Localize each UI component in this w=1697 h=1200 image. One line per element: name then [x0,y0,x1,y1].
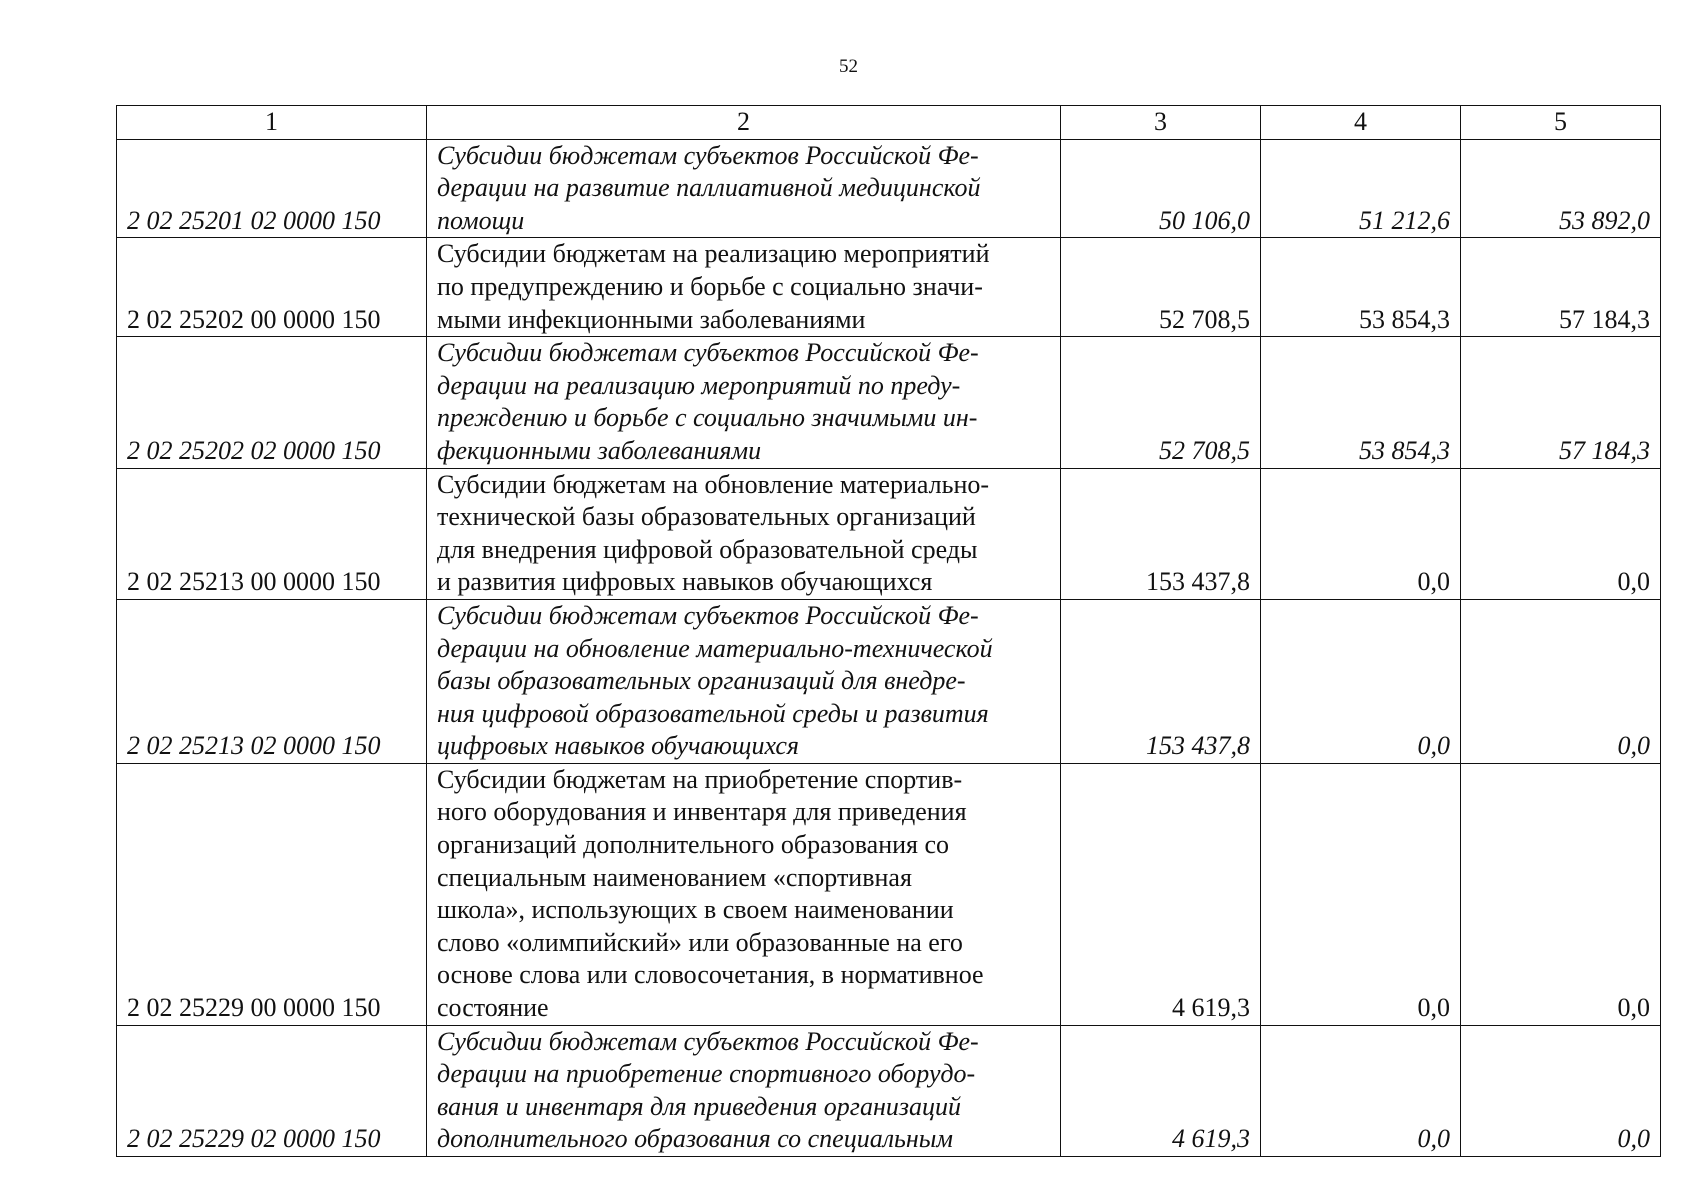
value-col5-cell: 53 892,0 [1461,139,1661,238]
value-col3-cell: 50 106,0 [1061,139,1261,238]
income-code-cell: 2 02 25213 00 0000 150 [117,468,427,599]
description-line: и развития цифровых навыков обучающихся [437,567,933,597]
description-line: ного оборудования и инвентаря для приведения [437,797,967,827]
value-col4-cell: 0,0 [1261,468,1461,599]
description-line: вания и инвентаря для приведения организаций [437,1091,961,1121]
column-header-4: 4 [1261,106,1461,140]
description-line: дерации на реализацию мероприятий по преду- [437,370,961,400]
description-line: Субсидии бюджетам на обновление материально- [437,469,990,499]
table-row [117,1025,1661,1156]
value-col5-cell: 0,0 [1461,1025,1661,1156]
income-code-cell: 2 02 25201 02 0000 150 [117,139,427,238]
table-body [117,139,1661,1156]
value-col3-cell: 4 619,3 [1061,763,1261,1025]
value-col4-cell: 0,0 [1261,1025,1461,1156]
description-cell [427,337,1061,468]
description-line: преждению и борьбе с социально значимыми ин- [437,403,978,433]
value-col3-cell: 4 619,3 [1061,1025,1261,1156]
column-header-2: 2 [427,106,1061,140]
column-header-5: 5 [1461,106,1661,140]
value-col4-cell: 0,0 [1261,763,1461,1025]
description-line: мыми инфекционными заболеваниями [437,304,866,334]
description-line: дерации на приобретение спортивного оборудо- [437,1059,976,1089]
description-line: основе слова или словосочетания, в нормативное [437,960,984,990]
description-line: ния цифровой образовательной среды и развития [437,698,989,728]
description-line: фекционными заболеваниями [437,435,762,465]
column-header-1: 1 [117,106,427,140]
value-col5-cell: 0,0 [1461,599,1661,763]
value-col4-cell: 0,0 [1261,599,1461,763]
value-col4-cell: 53 854,3 [1261,337,1461,468]
budget-table [116,105,1661,1157]
value-col4-cell: 51 212,6 [1261,139,1461,238]
value-col5-cell: 0,0 [1461,763,1661,1025]
description-line: Субсидии бюджетам субъектов Российской Фе- [437,140,979,170]
description-line: Субсидии бюджетам на реализацию мероприятий [437,239,990,269]
description-cell [427,763,1061,1025]
income-code-cell: 2 02 25213 02 0000 150 [117,599,427,763]
description-line: специальным наименованием «спортивная [437,862,912,892]
table-row [117,763,1661,1025]
table-row [117,599,1661,763]
description-line: цифровых навыков обучающихся [437,731,799,761]
value-col3-cell: 153 437,8 [1061,468,1261,599]
description-line: дополнительного образования со специальным [437,1124,953,1154]
description-line: Субсидии бюджетам субъектов Российской Фе- [437,600,979,630]
description-cell [427,238,1061,337]
description-line: организаций дополнительного образования со [437,830,950,860]
description-cell [427,1025,1061,1156]
description-line: Субсидии бюджетам субъектов Российской Фе- [437,338,979,368]
description-line: для внедрения цифровой образовательной среды [437,534,978,564]
description-cell [427,139,1061,238]
value-col4-cell: 53 854,3 [1261,238,1461,337]
header-row [117,106,1661,140]
column-header-3: 3 [1061,106,1261,140]
description-line: дерации на развитие паллиативной медицинской [437,173,981,203]
table-row [117,468,1661,599]
income-code-cell: 2 02 25202 00 0000 150 [117,238,427,337]
income-code-cell: 2 02 25229 02 0000 150 [117,1025,427,1156]
value-col5-cell: 57 184,3 [1461,337,1661,468]
income-code-cell: 2 02 25202 02 0000 150 [117,337,427,468]
page-number: 52 [839,56,858,77]
description-cell [427,468,1061,599]
description-line: технической базы образовательных организаций [437,502,976,532]
table-row [117,238,1661,337]
description-line: Субсидии бюджетам на приобретение спортив- [437,764,963,794]
description-line: состояние [437,993,549,1023]
description-line: базы образовательных организаций для внедре- [437,666,966,696]
value-col5-cell: 0,0 [1461,468,1661,599]
description-cell [427,599,1061,763]
value-col5-cell: 57 184,3 [1461,238,1661,337]
value-col3-cell: 52 708,5 [1061,337,1261,468]
income-code-cell: 2 02 25229 00 0000 150 [117,763,427,1025]
description-line: Субсидии бюджетам субъектов Российской Фе- [437,1026,979,1056]
description-line: помощи [437,205,525,235]
description-line: школа», использующих в своем наименовании [437,895,954,925]
table-row [117,139,1661,238]
value-col3-cell: 153 437,8 [1061,599,1261,763]
description-line: по предупреждению и борьбе с социально значи- [437,271,983,301]
description-line: дерации на обновление материально-технической [437,633,993,663]
value-col3-cell: 52 708,5 [1061,238,1261,337]
table-row [117,337,1661,468]
description-line: слово «олимпийский» или образованные на его [437,927,963,957]
